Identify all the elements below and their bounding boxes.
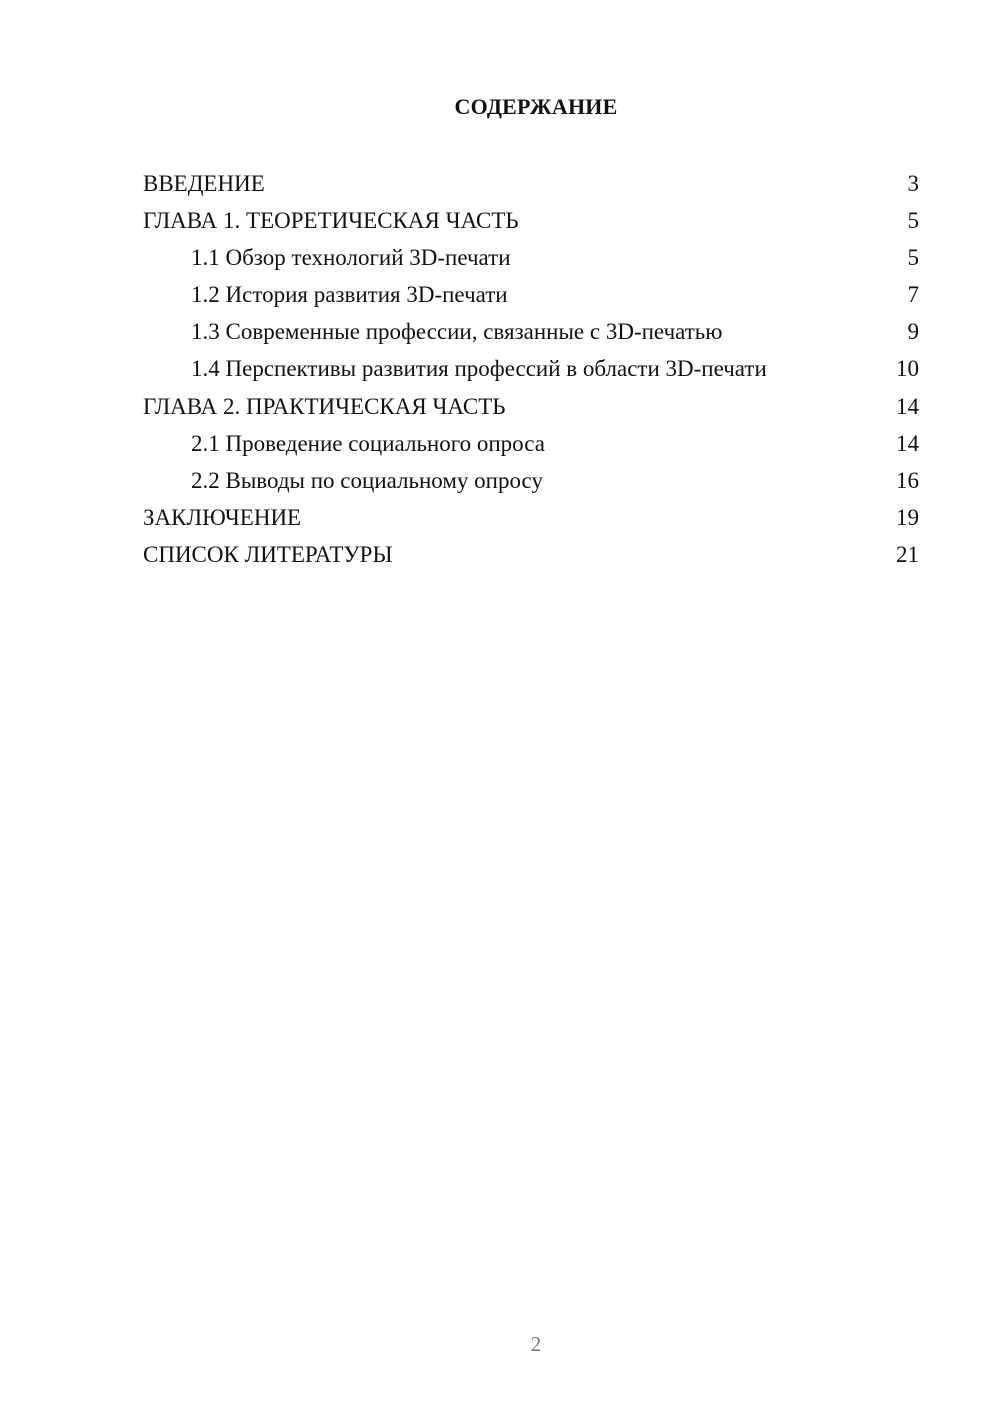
toc-entry-page-number: 14 bbox=[896, 393, 919, 419]
toc-entry-page-number: 19 bbox=[896, 504, 919, 530]
toc-entry-title: ГЛАВА 1. ТЕОРЕТИЧЕСКАЯ ЧАСТЬ bbox=[143, 208, 519, 234]
toc-entry-title: ВВЕДЕНИЕ bbox=[143, 171, 265, 196]
toc-entry-introduction[interactable] bbox=[143, 168, 919, 205]
toc-entry-section-2-1[interactable] bbox=[143, 428, 919, 465]
toc-entry-page-number: 14 bbox=[896, 430, 919, 456]
toc-entry-title: ЗАКЛЮЧЕНИЕ bbox=[143, 504, 302, 530]
toc-entry-section-1-1[interactable] bbox=[143, 242, 919, 279]
toc-entry-page-number: 3 bbox=[907, 171, 919, 196]
toc-entry-title: 1.2 История развития 3D-печати bbox=[191, 282, 508, 308]
toc-entry-chapter-2[interactable] bbox=[143, 391, 919, 428]
toc-entry-section-2-2[interactable] bbox=[143, 465, 919, 502]
toc-entry-section-1-4[interactable] bbox=[143, 353, 919, 390]
page-title: СОДЕРЖАНИЕ bbox=[454, 94, 618, 119]
toc-entry-title: 1.3 Современные профессии, связанные с 3D-печатью bbox=[191, 319, 723, 345]
toc-entry-title: 2.1 Проведение социального опроса bbox=[191, 430, 545, 456]
toc-entry-title: 1.4 Перспективы развития профессий в области 3D-печати bbox=[191, 356, 767, 382]
toc-entry-page-number: 5 bbox=[907, 208, 919, 234]
table-of-contents bbox=[143, 168, 919, 576]
toc-entry-title: 2.2 Выводы по социальному опросу bbox=[191, 467, 543, 493]
toc-entry-bibliography[interactable] bbox=[143, 539, 919, 576]
toc-entry-title: СПИСОК ЛИТЕРАТУРЫ bbox=[143, 541, 393, 567]
toc-entry-section-1-2[interactable] bbox=[143, 279, 919, 316]
toc-entry-conclusion[interactable] bbox=[143, 502, 919, 539]
toc-entry-page-number: 16 bbox=[896, 467, 919, 493]
toc-entry-page-number: 7 bbox=[907, 282, 919, 308]
toc-entry-page-number: 9 bbox=[907, 319, 919, 345]
toc-entry-title: ГЛАВА 2. ПРАКТИЧЕСКАЯ ЧАСТЬ bbox=[143, 393, 506, 419]
toc-entry-section-1-3[interactable] bbox=[143, 316, 919, 353]
toc-entry-chapter-1[interactable] bbox=[143, 205, 919, 242]
toc-entry-page-number: 21 bbox=[896, 541, 919, 567]
toc-entry-page-number: 10 bbox=[896, 356, 919, 382]
toc-entry-title: 1.1 Обзор технологий 3D-печати bbox=[191, 245, 511, 271]
page-number: 2 bbox=[530, 1332, 542, 1356]
toc-entry-page-number: 5 bbox=[907, 245, 919, 271]
